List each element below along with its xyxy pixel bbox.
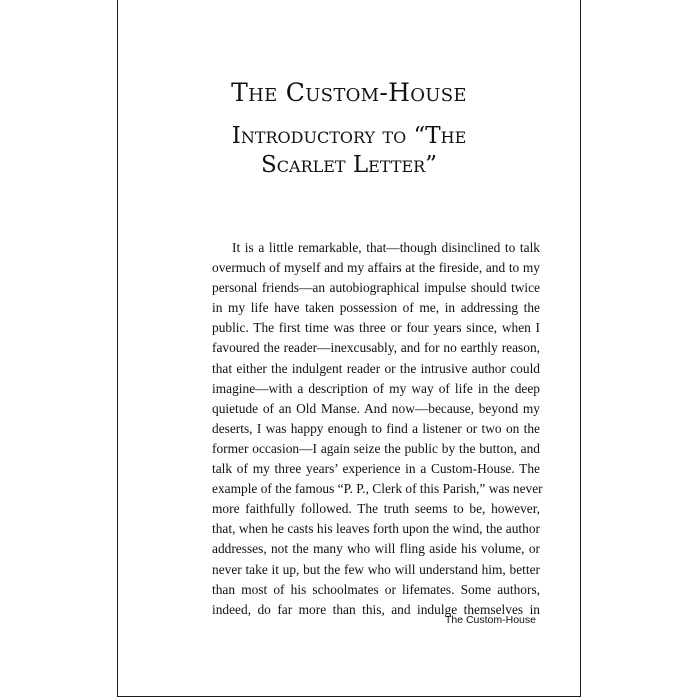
text-line: that, when he casts his leaves forth upon the wind, the author (212, 521, 540, 537)
text-line: former occasion—I again seize the public by the button, and (212, 440, 540, 456)
text-line: deserts, I was happy enough to find a listener or two on the (212, 420, 540, 436)
chapter-subtitle-line: Scarlet Letter” (261, 152, 437, 178)
text-line: It is a little remarkable, that—though disinclined to talk (232, 240, 540, 255)
book-page (117, 0, 581, 697)
text-line: overmuch of myself and my affairs at the fireside, and to my (212, 260, 540, 276)
text-line: in my life have taken possession of me, in addressing the (212, 300, 540, 316)
text-line: that either the indulgent reader or the intrusive author could (212, 360, 540, 376)
chapter-subtitle-line: Introductory to “The (231, 123, 467, 149)
text-line: addresses, not the many who will fling aside his volume, or (212, 541, 540, 557)
chapter-subtitle (118, 122, 580, 180)
text-line: personal friends—an autobiographical impulse should twice (212, 280, 540, 296)
text-line: talk of my three years’ experience in a Custom-House. The (212, 461, 540, 477)
text-line: than most of his schoolmates or lifemates. Some authors, (212, 581, 540, 597)
text-line: quietude of an Old Manse. And now—because, beyond my (212, 400, 540, 416)
text-line: never take it up, but the few who will understand him, better (212, 561, 540, 577)
text-line: imagine—with a description of my way of life in the deep (212, 380, 540, 396)
body-paragraph (212, 238, 543, 620)
text-line: public. The first time was three or four years since, when I (212, 320, 540, 336)
text-line: indeed, do far more than this, and indulge themselves in (212, 601, 540, 617)
text-line: example of the famous “P. P., Clerk of this Parish,” was never (212, 481, 543, 497)
running-footer: The Custom-House (444, 614, 536, 626)
text-line: more faithfully followed. The truth seems to be, however, (212, 501, 540, 517)
text-line: favoured the reader—inexcusably, and for no earthly reason, (212, 340, 540, 356)
chapter-title: The Custom-House (231, 78, 467, 107)
